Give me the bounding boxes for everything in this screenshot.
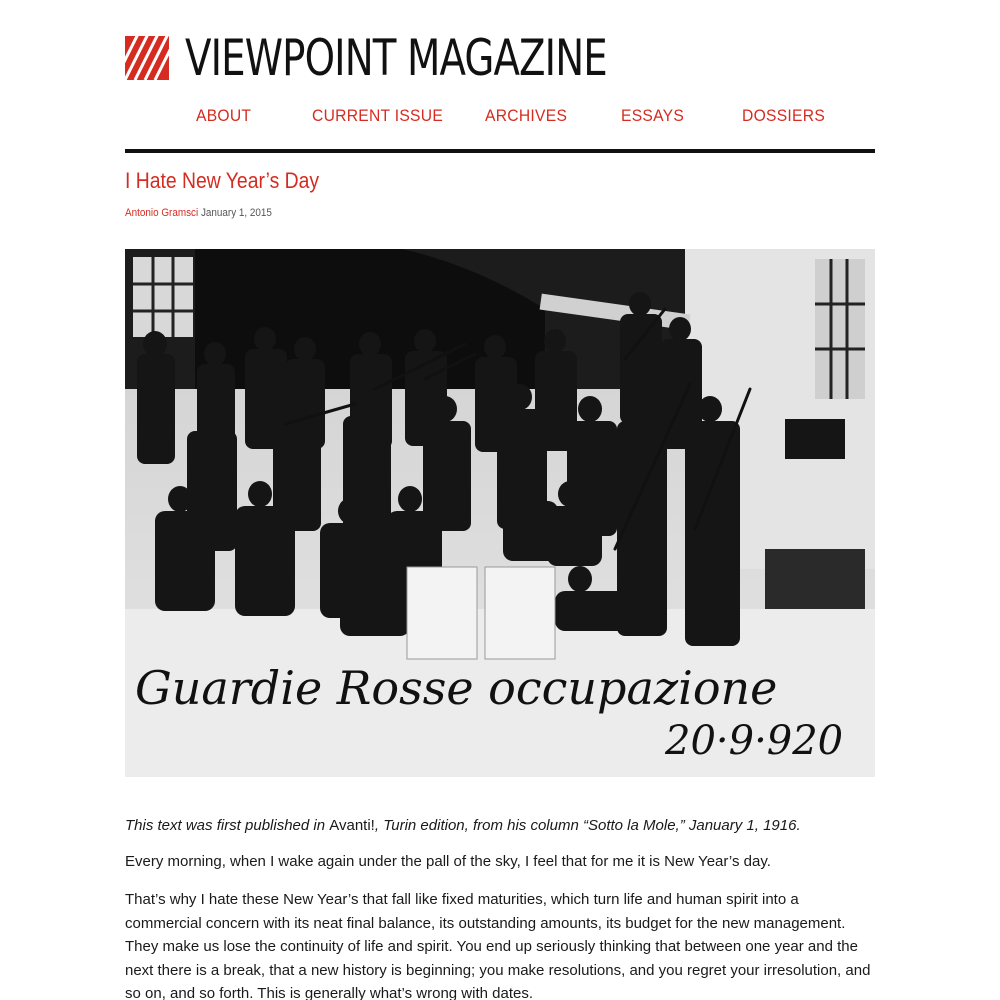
red-guards-photo [125, 249, 875, 777]
article-paragraph: Every morning, when I wake again under the pall of the sky, I feel that for me it is New Year’s day. [125, 853, 771, 870]
intro-text-after: , Turin edition, from his column “Sotto la Mole,” January 1, 1916. [374, 817, 801, 834]
article-title[interactable]: I Hate New Year’s Day [125, 168, 320, 193]
author-link[interactable]: Antonio Gramsci [125, 207, 199, 219]
nav-item-essays[interactable]: ESSAYS [621, 106, 685, 125]
intro-text-before: This text was first published in [125, 817, 330, 834]
header-divider [125, 149, 875, 153]
intro-note [125, 814, 877, 838]
nav-item-archives[interactable]: ARCHIVES [485, 106, 568, 125]
nav-item-about[interactable]: ABOUT [196, 106, 252, 125]
article-byline [125, 204, 272, 222]
main-nav [125, 103, 875, 129]
site-header [125, 30, 875, 86]
newspaper-name: Avanti! [329, 817, 375, 834]
diagonal-stripes-icon[interactable] [125, 36, 169, 80]
nav-item-dossiers[interactable]: DOSSIERS [742, 106, 826, 125]
publish-date: January 1, 2015 [200, 207, 272, 219]
photo-caption-text: Guardie Rosse occupazione [135, 661, 778, 715]
article-paragraph: That’s why I hate these New Year’s that fall like fixed maturities, which turn life and human spirit into a commercial concern with its neat final balance, its outstanding amounts, its budget for the new management. They make us lose the continuity of life and spirit. You end up seriously thinking that between one year and the next there is a break, that a new history is beginning; you make resolutions, and you regret your irresolution, and so on, and so forth. This is generally what’s wrong with dates. [125, 891, 871, 1000]
site-title[interactable]: VIEWPOINT MAGAZINE [185, 29, 607, 87]
photo-date-text: 20·9·920 [665, 718, 844, 764]
nav-item-current-issue[interactable]: CURRENT ISSUE [312, 106, 444, 125]
article-photo [125, 249, 875, 777]
